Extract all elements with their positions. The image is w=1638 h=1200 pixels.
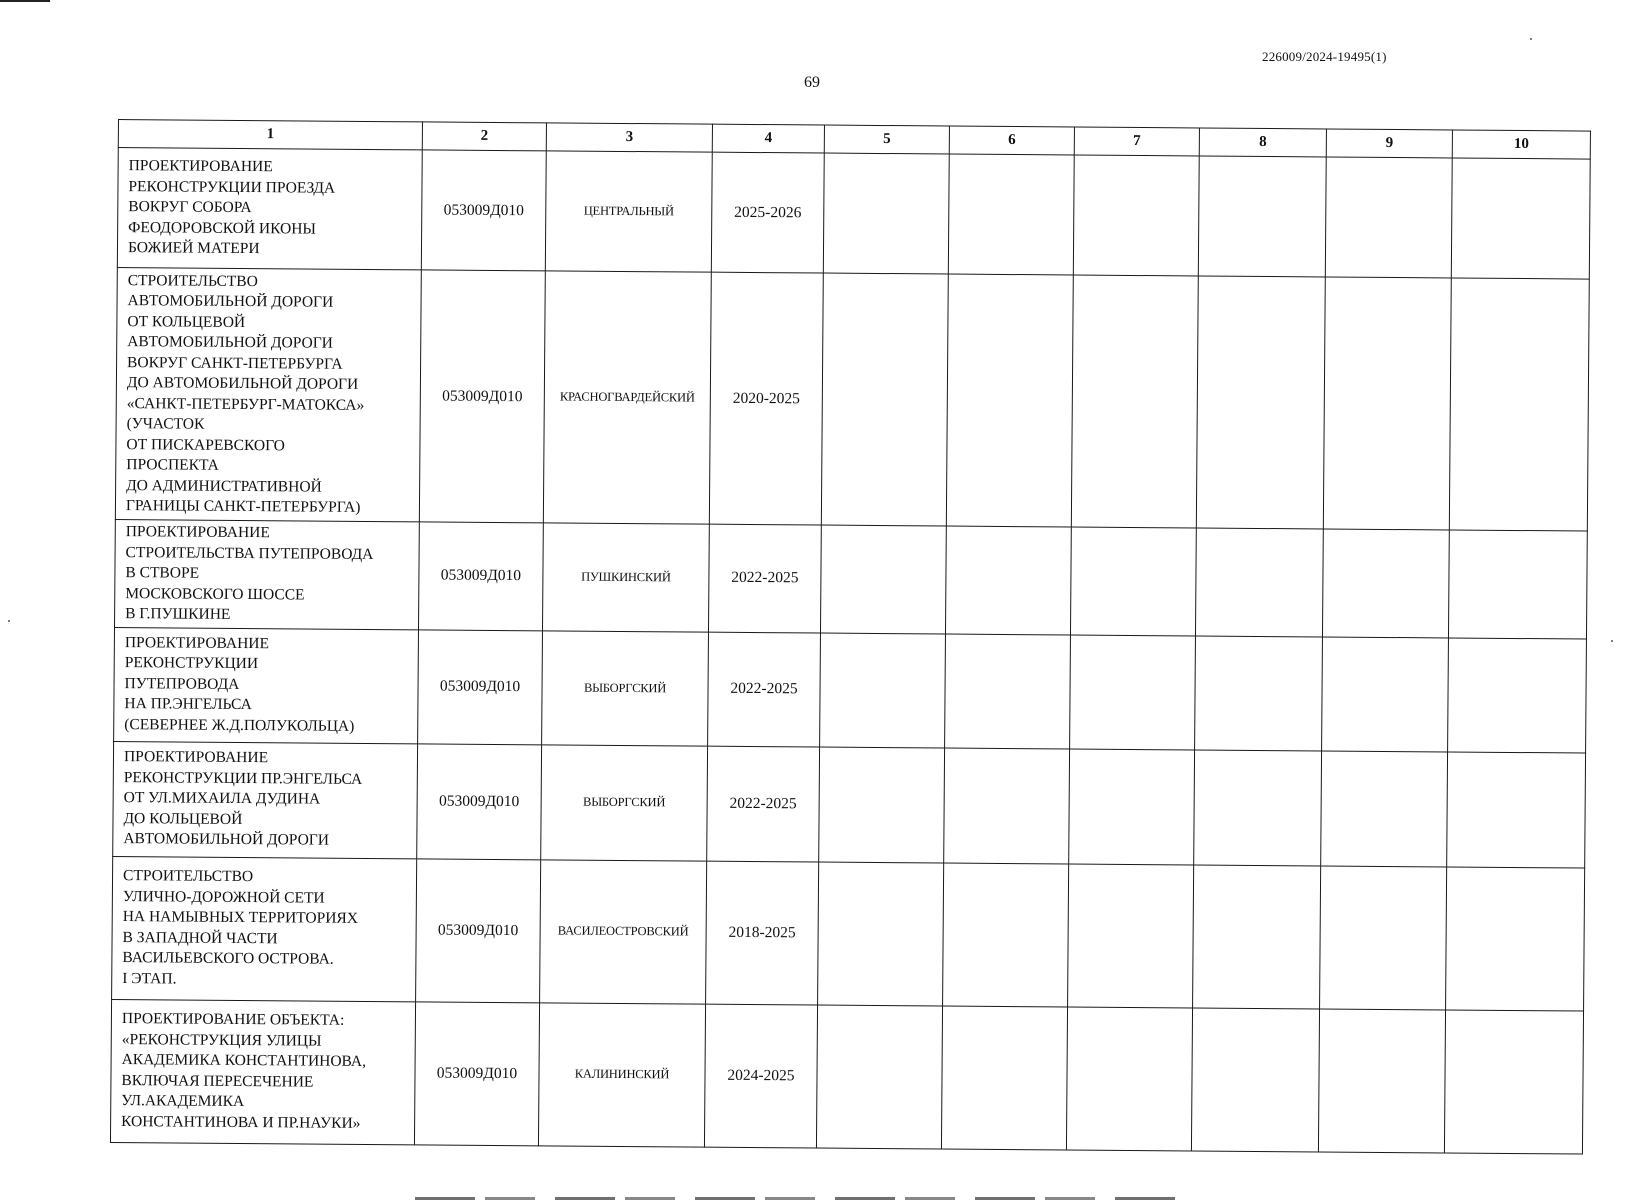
table-row — [112, 856, 1585, 1011]
table-container — [110, 119, 1590, 1154]
empty-cell — [945, 526, 1071, 634]
column-header: 2 — [422, 122, 546, 151]
empty-cell — [818, 862, 944, 1006]
project-code: 053009Д010 — [421, 150, 546, 271]
empty-cell — [1194, 749, 1322, 865]
column-header: 8 — [1199, 128, 1326, 157]
empty-cell — [944, 748, 1070, 864]
empty-cell — [1193, 864, 1321, 1008]
empty-cell — [1323, 277, 1451, 530]
table-row — [114, 627, 1587, 753]
project-name: ПРОЕКТИРОВАНИЕ СТРОИТЕЛЬСТВА ПУТЕПРОВОДА В СТВОРЕ МОСКОВСКОГО ШОССЕ В Г.ПУШКИНЕ — [115, 519, 420, 629]
empty-cell — [1195, 528, 1323, 636]
project-period: 2022-2025 — [707, 746, 820, 862]
project-name: СТРОИТЕЛЬСТВО АВТОМОБИЛЬНОЙ ДОРОГИ ОТ КОЛЬЦЕВОЙ АВТОМОБИЛЬНОЙ ДОРОГИ ВОКРУГ САНКТ-ПЕТЕРБУРГА ДО АВТОМОБИЛЬНОЙ ДОРОГИ «САНКТ-ПЕТЕРБУРГ-МАТОКСА» (УЧАСТОК ОТ ПИСКАРЕВСКОГО ПРОСПЕКТА ДО АДМИНИСТРАТИВНОЙ ГРАНИЦЫ САНКТ-ПЕТЕРБУРГА) — [115, 267, 421, 521]
projects-table — [110, 119, 1591, 1154]
empty-cell — [1448, 530, 1587, 639]
empty-cell — [941, 1006, 1067, 1150]
empty-cell — [1448, 637, 1587, 752]
empty-cell — [1069, 748, 1195, 864]
column-header: 5 — [824, 125, 949, 154]
empty-cell — [1191, 1007, 1319, 1151]
table-row — [115, 267, 1589, 531]
project-district: КАЛИНИНСКИЙ — [538, 1002, 705, 1146]
project-period: 2022-2025 — [708, 632, 821, 747]
column-header: 6 — [949, 126, 1074, 155]
project-code: 053009Д010 — [414, 1001, 539, 1145]
project-code: 053009Д010 — [419, 270, 545, 523]
empty-cell — [948, 154, 1074, 275]
empty-cell — [1195, 635, 1323, 750]
empty-cell — [1325, 157, 1452, 278]
empty-cell — [1322, 636, 1449, 751]
empty-cell — [1068, 863, 1194, 1007]
project-district: ВЫБОРГСКИЙ — [542, 630, 709, 745]
empty-cell — [1318, 1008, 1445, 1152]
project-code: 053009Д010 — [418, 629, 543, 744]
project-district: ВЫБОРГСКИЙ — [541, 744, 708, 860]
project-district: ВАСИЛЕОСТРОВСКИЙ — [540, 859, 707, 1003]
column-header: 7 — [1074, 127, 1199, 156]
project-code: 053009Д010 — [416, 858, 541, 1002]
empty-cell — [820, 633, 946, 748]
project-name: ПРОЕКТИРОВАНИЕ РЕКОНСТРУКЦИИ ПР.ЭНГЕЛЬСА ОТ УЛ.МИХАИЛА ДУДИНА ДО КОЛЬЦЕВОЙ АВТОМОБИЛЬНОЙ ДОРОГИ — [113, 741, 418, 858]
project-name: ПРОЕКТИРОВАНИЕ РЕКОНСТРУКЦИИ ПУТЕПРОВОДА НА ПР.ЭНГЕЛЬСА (СЕВЕРНЕЕ Ж.Д.ПОЛУКОЛЬЦА) — [114, 627, 419, 743]
empty-cell — [1451, 158, 1590, 279]
page-number: 69 — [804, 74, 820, 91]
project-period: 2025-2026 — [711, 152, 824, 273]
project-district: КРАСНОГВАРДЕЙСКИЙ — [543, 271, 711, 524]
column-header: 1 — [118, 120, 422, 150]
project-name: СТРОИТЕЛЬСТВО УЛИЧНО-ДОРОЖНОЙ СЕТИ НА НАМЫВНЫХ ТЕРРИТОРИЯХ В ЗАПАДНОЙ ЧАСТИ ВАСИЛЬЕВСКОГО ОСТРОВА. I ЭТАП. — [112, 856, 417, 1001]
project-period: 2018-2025 — [706, 861, 819, 1005]
column-header: 4 — [712, 124, 824, 153]
scan-speck — [1611, 640, 1613, 642]
empty-cell — [945, 634, 1071, 749]
column-header: 10 — [1452, 130, 1590, 159]
empty-cell — [1196, 276, 1325, 529]
empty-cell — [1446, 866, 1585, 1010]
column-header: 9 — [1326, 129, 1452, 158]
project-period: 2020-2025 — [709, 272, 823, 525]
empty-cell — [1447, 751, 1586, 867]
project-district: ЦЕНТРАЛЬНЫЙ — [545, 151, 712, 272]
empty-cell — [1322, 529, 1449, 637]
empty-cell — [821, 273, 948, 526]
project-district: ПУШКИНСКИЙ — [542, 523, 709, 632]
project-code: 053009Д010 — [417, 743, 542, 859]
table-row — [115, 519, 1588, 638]
empty-cell — [823, 153, 949, 274]
empty-cell — [816, 1005, 942, 1149]
empty-cell — [820, 525, 946, 633]
empty-cell — [1070, 527, 1196, 635]
empty-cell — [946, 274, 1073, 527]
empty-cell — [1320, 865, 1447, 1009]
scan-speck — [8, 620, 10, 622]
empty-cell — [943, 863, 1069, 1007]
project-name: ПРОЕКТИРОВАНИЕ ОБЪЕКТА: «РЕКОНСТРУКЦИЯ УЛИЦЫ АКАДЕМИКА КОНСТАНТИНОВА, ВКЛЮЧАЯ ПЕРЕСЕЧЕНИЕ УЛ.АКАДЕМИКА КОНСТАНТИНОВА И ПР.НАУКИ» — [110, 999, 415, 1144]
empty-cell — [1444, 1009, 1583, 1153]
project-period: 2022-2025 — [708, 524, 821, 632]
table-row — [110, 999, 1583, 1154]
document-number: 226009/2024-19495(1) — [1262, 49, 1387, 64]
table-row — [113, 741, 1586, 868]
project-name: ПРОЕКТИРОВАНИЕ РЕКОНСТРУКЦИИ ПРОЕЗДА ВОКРУГ СОБОРА ФЕОДОРОВСКОЙ ИКОНЫ БОЖИЕЙ МАТЕРИ — [117, 148, 422, 270]
empty-cell — [1073, 155, 1199, 276]
empty-cell — [1071, 275, 1198, 528]
scan-corner-mark — [0, 0, 50, 2]
scan-speck — [1530, 38, 1532, 40]
empty-cell — [1066, 1006, 1192, 1150]
empty-cell — [819, 747, 945, 863]
empty-cell — [1198, 156, 1326, 277]
project-period: 2024-2025 — [704, 1004, 817, 1148]
table-row — [117, 148, 1590, 280]
empty-cell — [1070, 634, 1196, 749]
empty-cell — [1449, 278, 1589, 531]
column-header: 3 — [546, 123, 712, 152]
project-code: 053009Д010 — [419, 522, 544, 630]
empty-cell — [1321, 750, 1448, 866]
